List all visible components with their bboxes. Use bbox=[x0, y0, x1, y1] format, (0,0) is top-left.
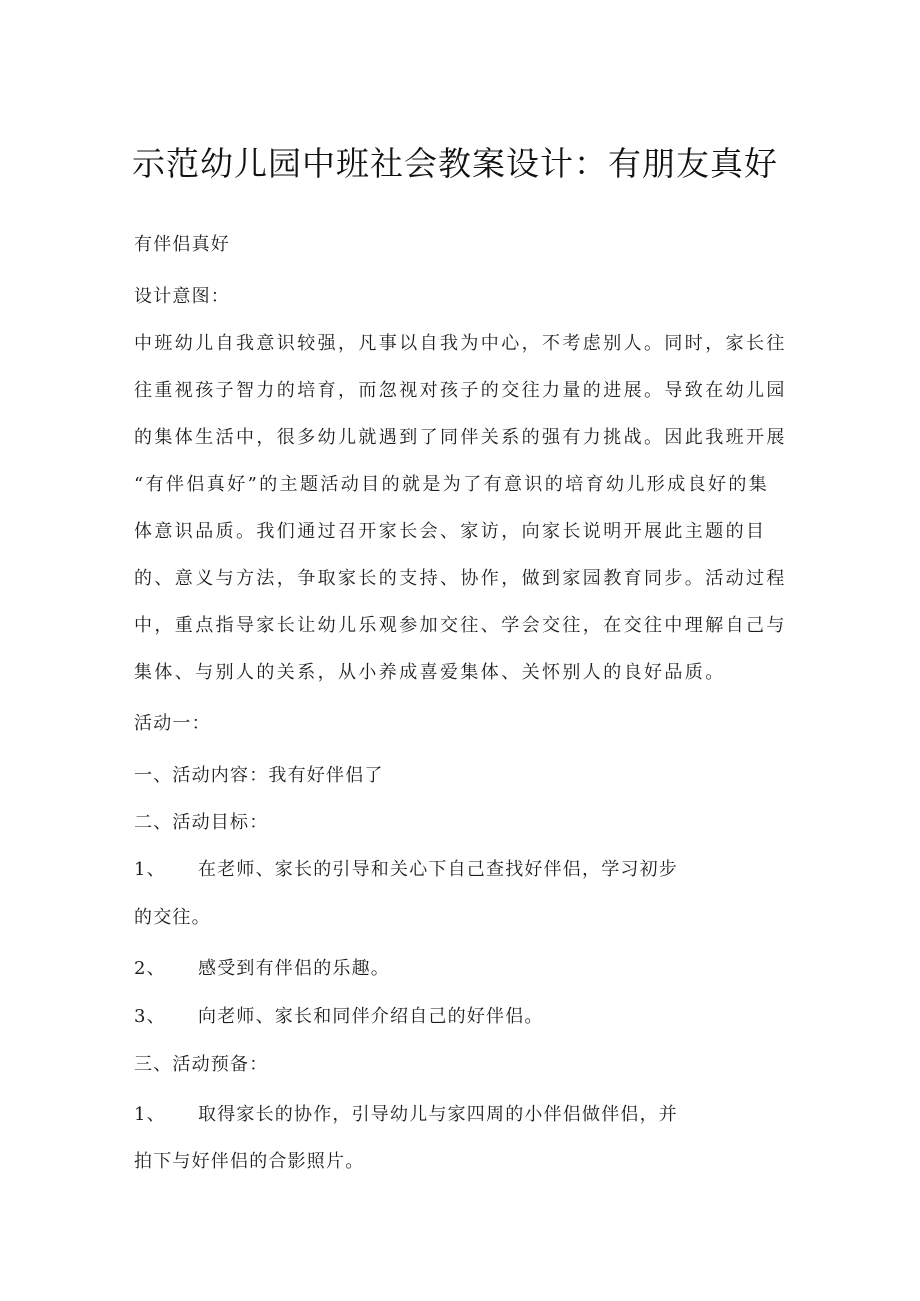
prep-item-1-continuation: 拍下与好伴侣的合影照片。 bbox=[134, 1151, 365, 1172]
prep-text: 取得家长的协作，引导幼儿与家四周的小伴侣做伴侣，并 bbox=[198, 1104, 678, 1125]
section-content-heading: 一、活动内容：我有好伴侣了 bbox=[134, 765, 384, 786]
goal-item-1 bbox=[134, 855, 678, 881]
intent-paragraph-line: 的集体生活中，很多幼儿就遇到了同伴关系的强有力挑战。因此我班开展 bbox=[134, 427, 787, 448]
goal-number: 1、 bbox=[134, 859, 166, 880]
intent-paragraph-line: “有伴侣真好”的主题活动目的就是为了有意识的培育幼儿形成良好的集 bbox=[134, 474, 770, 495]
goal-item-3 bbox=[134, 1002, 544, 1028]
section-prep-heading: 三、活动预备： bbox=[134, 1054, 269, 1075]
activity-one-heading: 活动一： bbox=[134, 713, 211, 734]
intent-paragraph-line: 往重视孩子智力的培育，而忽视对孩子的交往力量的进展。导致在幼儿园 bbox=[134, 380, 787, 401]
subtitle: 有伴侣真好 bbox=[134, 234, 230, 255]
goal-item-2 bbox=[134, 954, 390, 980]
intent-paragraph-line: 中班幼儿自我意识较强，凡事以自我为中心，不考虑别人。同时，家长往 bbox=[134, 333, 787, 354]
goal-number: 3、 bbox=[134, 1006, 166, 1027]
document-title: 示范幼儿园中班社会教案设计：有朋友真好 bbox=[132, 144, 778, 183]
goal-text: 感受到有伴侣的乐趣。 bbox=[198, 958, 390, 979]
goal-text: 向老师、家长和同伴介绍自己的好伴侣。 bbox=[198, 1006, 544, 1027]
intent-heading: 设计意图： bbox=[134, 286, 230, 307]
intent-paragraph-line: 的、意义与方法，争取家长的支持、协作，做到家园教育同步。活动过程 bbox=[134, 568, 787, 589]
prep-number: 1、 bbox=[134, 1104, 166, 1125]
section-goals-heading: 二、活动目标： bbox=[134, 812, 269, 833]
intent-paragraph-line: 体意识品质。我们通过召开家长会、家访，向家长说明开展此主题的目 bbox=[134, 521, 767, 542]
intent-paragraph-line: 中，重点指导家长让幼儿乐观参加交往、学会交往，在交往中理解自己与 bbox=[134, 615, 787, 636]
intent-paragraph-line: 集体、与别人的关系，从小养成喜爱集体、关怀别人的良好品质。 bbox=[134, 662, 726, 683]
goal-item-1-continuation: 的交往。 bbox=[134, 907, 211, 928]
prep-item-1 bbox=[134, 1100, 678, 1126]
goal-text: 在老师、家长的引导和关心下自己查找好伴侣，学习初步 bbox=[198, 859, 678, 880]
goal-number: 2、 bbox=[134, 958, 166, 979]
